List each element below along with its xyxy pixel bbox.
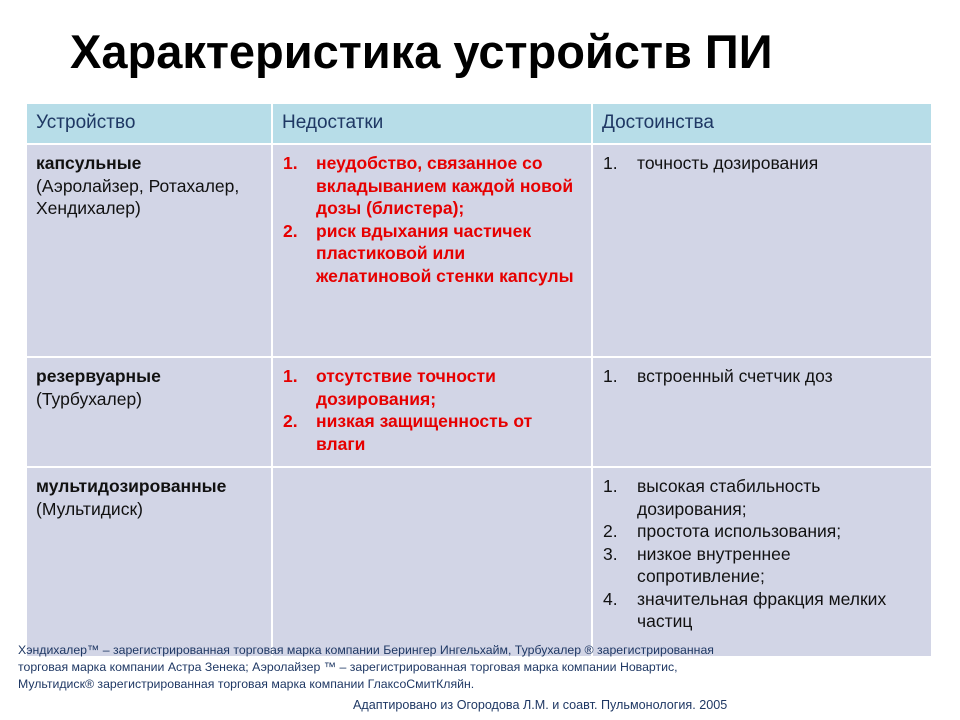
device-examples: (Турбухалер) (36, 388, 142, 409)
list-item: 1. неудобство, связанное со вкладыванием каждой новой дозы (блистера); (283, 153, 574, 218)
header-advantages: Достоинства (592, 103, 932, 144)
list-item: 1. отсутствие точности дозирования; (283, 366, 496, 409)
list-item: 1. точность дозирования (603, 153, 819, 173)
list-item: 2. низкая защищенность от влаги (283, 411, 533, 454)
advantages-cell (592, 357, 932, 467)
device-examples: (Мультидиск) (36, 498, 143, 519)
list-item: 1. высокая стабильность дозирования; (603, 476, 821, 519)
slide-title: Характеристика устройств ПИ (70, 25, 773, 78)
device-cell (26, 357, 272, 467)
device-examples: (Аэролайзер, Ротахалер, Хендихалер) (36, 175, 240, 218)
device-name: мультидозированные (36, 476, 227, 496)
device-cell (26, 144, 272, 357)
device-characteristics-table (25, 102, 933, 658)
trademark-footnote (18, 642, 878, 693)
table-row (26, 357, 932, 467)
table-row (26, 467, 932, 657)
list-item: 3. низкое внутреннее сопротивление; (603, 543, 791, 586)
advantages-list (593, 468, 931, 633)
footnote-line: Хэндихалер™ – зарегистрированная торговая марка компании Берингер Ингельхайм, Турбухалер ® зарегистрированная (18, 643, 714, 657)
device-name: капсульные (36, 153, 142, 173)
device-name: резервуарные (36, 366, 161, 386)
advantages-list (593, 145, 931, 175)
drawbacks-cell (272, 467, 592, 657)
footnote-line: Мультидиск® зарегистрированная торговая марка компании ГлаксоСмитКляйн. (18, 677, 475, 691)
footnote-line: торговая марка компании Астра Зенека; Аэролайзер ™ – зарегистрированная торговая марка компании Новартис, (18, 660, 678, 674)
header-device: Устройство (26, 103, 272, 144)
table-header-row (26, 103, 932, 144)
list-item: 1. встроенный счетчик доз (603, 366, 833, 386)
list-item: 2. простота использования; (603, 521, 842, 541)
source-citation: Адаптировано из Огородова Л.М. и соавт. Пульмонология. 2005 (353, 698, 728, 712)
advantages-list (593, 358, 931, 388)
advantages-cell (592, 467, 932, 657)
header-drawbacks: Недостатки (272, 103, 592, 144)
drawbacks-list (273, 145, 591, 287)
drawbacks-cell (272, 357, 592, 467)
list-item: 4. значительная фракция мелких частиц (603, 588, 887, 631)
drawbacks-cell (272, 144, 592, 357)
table-row (26, 144, 932, 357)
advantages-cell (592, 144, 932, 357)
device-cell (26, 467, 272, 657)
drawbacks-list (273, 358, 591, 455)
list-item: 2. риск вдыхания частичек пластиковой или желатиновой стенки капсулы (283, 220, 574, 286)
